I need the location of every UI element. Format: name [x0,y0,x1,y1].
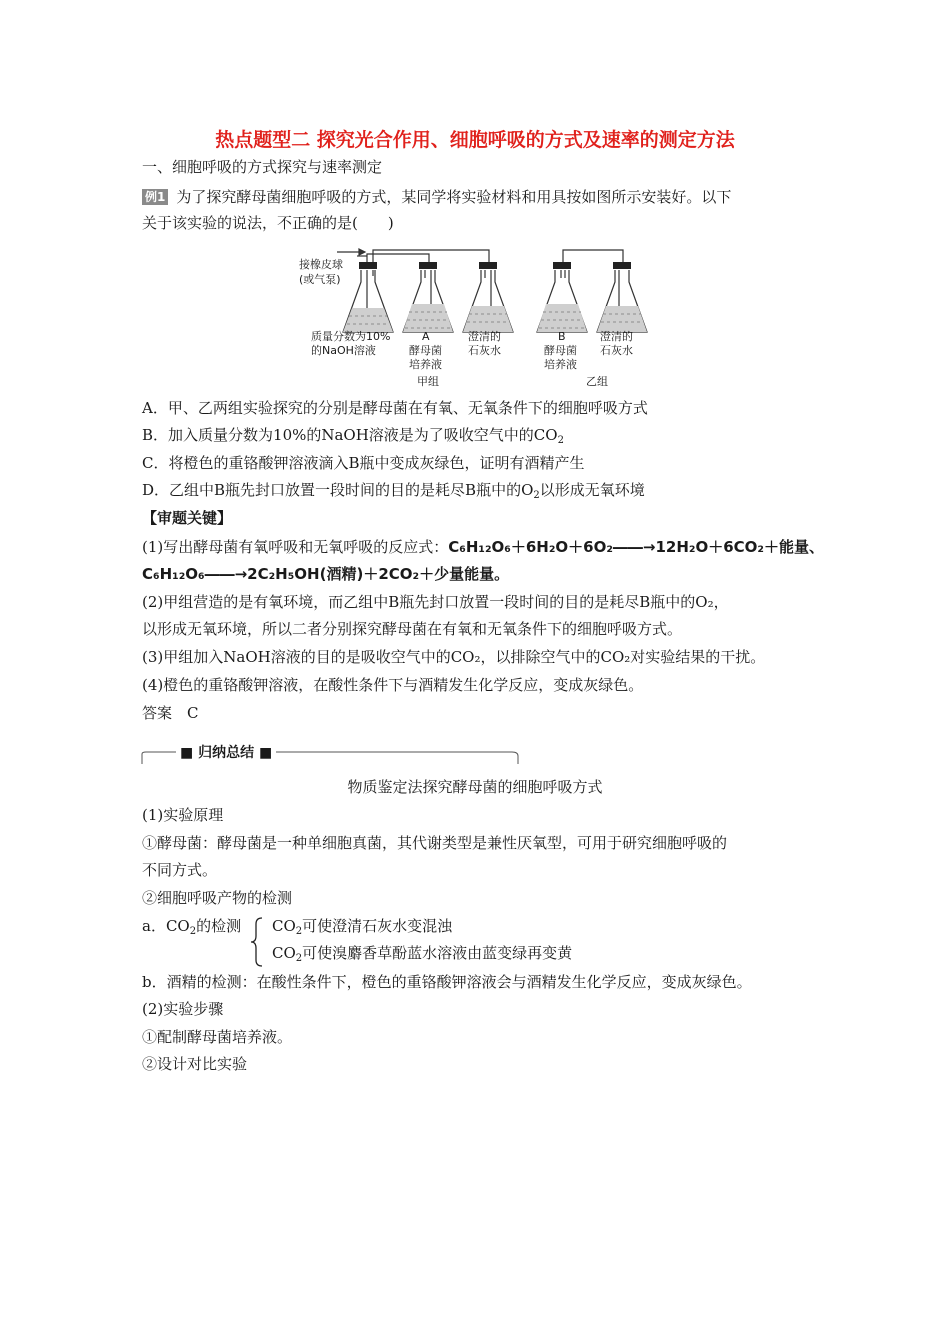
co2-detection-label: a．$CO_2$的检测 [142,917,242,937]
co2-label-tail: 的检测 [196,917,242,935]
option-c: C．将橙色的重铬酸钾溶液滴入B瓶中变成灰绿色，证明有酒精产生 [142,454,585,472]
co2-method-1: $CO_2$可使澄清石灰水变混浊 [272,917,453,937]
page-title: 热点题型二 探究光合作用、细胞呼吸的方式及速率的测定方法 [215,129,735,151]
summary-label: ■ 归纳总结 ■ [176,742,276,762]
example-question-line-1 [142,187,731,207]
group-2-label: 乙组 [586,375,608,388]
option-b-text: B．加入质量分数为10%的NaOH溶液是为了吸收空气中的CO [142,426,558,444]
option-b: B．加入质量分数为10%的NaOH溶液是为了吸收空气中的$CO_2$ [142,426,564,446]
key-point-1-text: (1)写出酵母菌有氧呼吸和无氧呼吸的反应式： [142,538,449,556]
option-d-text: D．乙组中B瓶先封口放置一段时间的目的是耗尽B瓶中的O [142,481,534,499]
bottle-a-label: A [422,330,430,343]
yeast-b-label: 酵母菌 [544,344,577,357]
bottle-b-label: B [558,330,566,343]
pump-label-2: (或气泵) [299,273,341,286]
apparatus-drawing [297,246,657,396]
naoh-label-2: 的NaOH溶液 [311,344,376,357]
step-1: ①配制酵母菌培养液。 [142,1028,293,1046]
example-question-line-2: 关于该实验的说法，不正确的是( ) [142,214,394,232]
principle-yeast: ①酵母菌：酵母菌是一种单细胞真菌，其代谢类型是兼性厌氧型，可用于研究细胞呼吸的 [142,834,728,852]
option-a: A．甲、乙两组实验探究的分别是酵母菌在有氧、无氧条件下的细胞呼吸方式 [142,399,648,417]
question-text-1: 为了探究酵母菌细胞呼吸的方式，某同学将实验材料和用具按如图所示安装好。以下 [176,188,732,206]
limewater-2-label: 澄清的 [600,330,633,343]
co2-method-2-tail: 可使溴麝香草酚蓝水溶液由蓝变绿再变黄 [302,944,573,962]
example-tag: 例1 [142,189,168,205]
co2-method-1-tail: 可使澄清石灰水变混浊 [302,917,453,935]
co2-method-2-text: CO [272,944,296,962]
option-d-tail: 以形成无氧环境 [539,481,645,499]
key-point-2-cont: 以形成无氧环境，所以二者分别探究酵母菌在有氧和无氧条件下的细胞呼吸方式。 [142,620,683,638]
key-point-3: (3)甲组加入NaOH溶液的目的是吸收空气中的CO₂，以排除空气中的CO₂对实验结果的干扰。 [142,648,766,666]
principle-heading: (1)实验原理 [142,806,224,824]
alcohol-detection: b．酒精的检测：在酸性条件下，橙色的重铬酸钾溶液会与酒精发生化学反应，变成灰绿色。 [142,973,752,991]
key-point-4: (4)橙色的重铬酸钾溶液，在酸性条件下与酒精发生化学反应，变成灰绿色。 [142,676,644,694]
brace-icon [250,916,264,968]
key-point-1 [142,537,824,557]
key-heading: 【审题关键】 [142,509,233,527]
co2-method-1-text: CO [272,917,296,935]
steps-heading: (2)实验步骤 [142,1000,224,1018]
option-d: D．乙组中B瓶先封口放置一段时间的目的是耗尽B瓶中的$O_2$以形成无氧环境 [142,481,645,501]
apparatus-diagram [297,246,657,396]
answer: 答案 C [142,704,199,722]
key-point-2: (2)甲组营造的是有氧环境，而乙组中B瓶先封口放置一段时间的目的是耗尽B瓶中的O₂， [142,593,729,611]
yeast-b-label-2: 培养液 [544,358,577,371]
principle-yeast-cont: 不同方式。 [142,861,218,879]
limewater-2-label-2: 石灰水 [600,344,633,357]
pump-label: 接橡皮球 [299,258,343,271]
yeast-a-label: 酵母菌 [409,344,442,357]
group-1-label: 甲组 [417,375,439,388]
co2-label-text: a．CO [142,917,190,935]
co2-method-2: $CO_2$可使溴麝香草酚蓝水溶液由蓝变绿再变黄 [272,944,573,964]
limewater-1-label-2: 石灰水 [468,344,501,357]
yeast-a-label-2: 培养液 [409,358,442,371]
naoh-label: 质量分数为10% [311,330,391,343]
aerobic-equation: C₆H₁₂O₆＋6H₂O＋6O₂――→12H₂O＋6CO₂＋能量、 [448,538,824,556]
section-heading: 一、细胞呼吸的方式探究与速率测定 [142,158,383,176]
summary-subtitle: 物质鉴定法探究酵母菌的细胞呼吸方式 [347,778,603,796]
step-2: ②设计对比实验 [142,1055,248,1073]
limewater-1-label: 澄清的 [468,330,501,343]
anaerobic-equation: C₆H₁₂O₆――→2C₂H₅OH(酒精)＋2CO₂＋少量能量。 [142,565,510,583]
product-detection-heading: ②细胞呼吸产物的检测 [142,889,293,907]
